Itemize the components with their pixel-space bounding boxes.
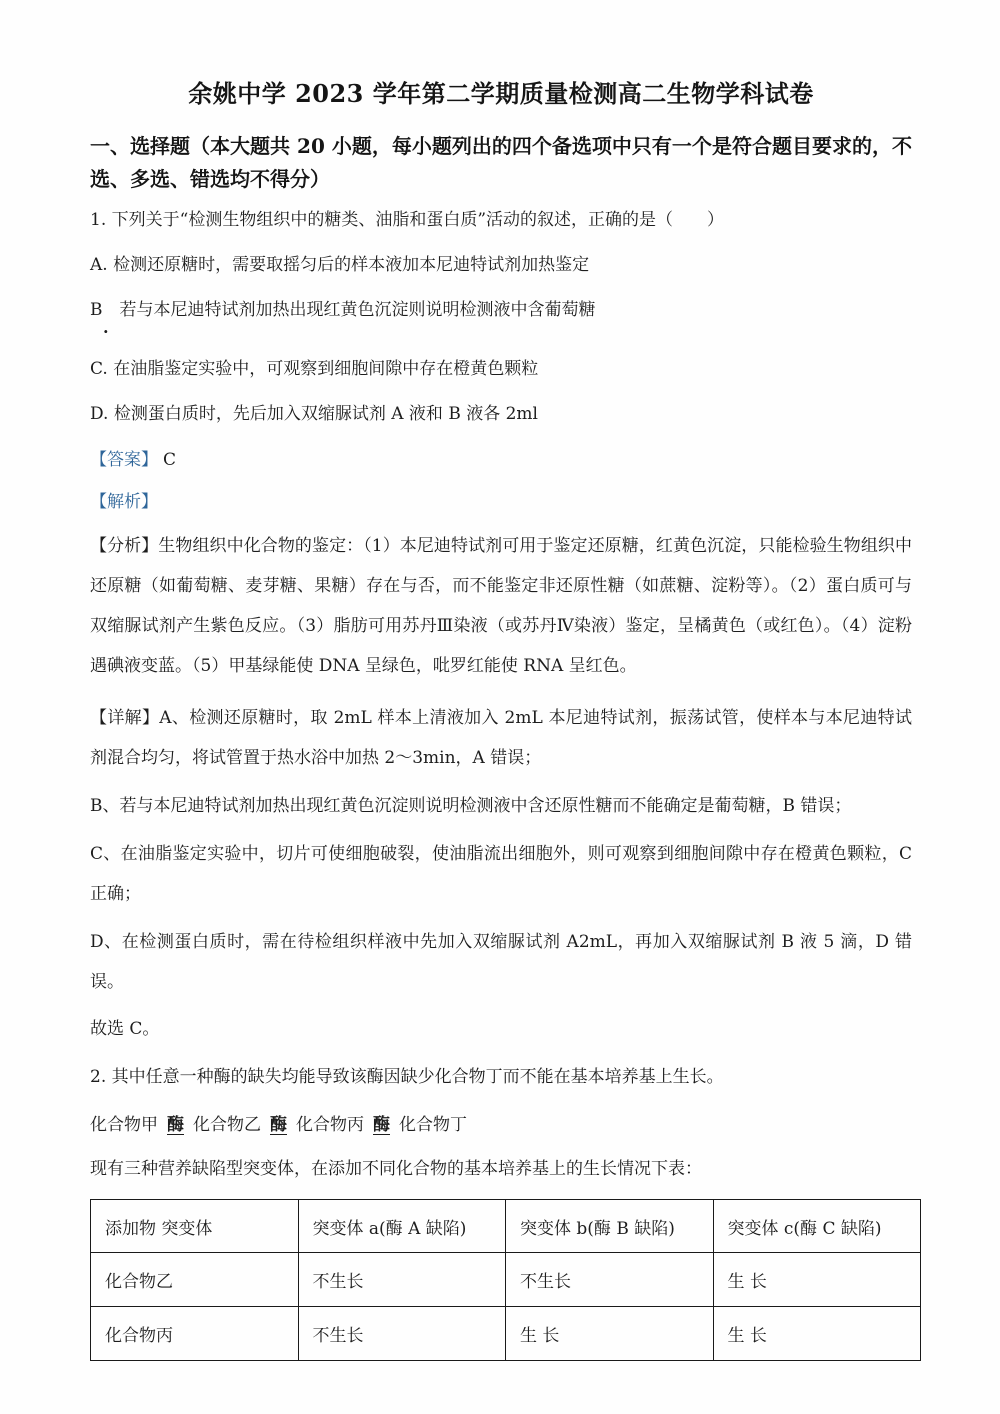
answer-label: 【答案】 bbox=[90, 450, 158, 470]
table-header-row bbox=[91, 1200, 921, 1253]
question-1-option-a: A. 检测还原糖时，需要取摇匀后的样本液加本尼迪特试剂加热鉴定 bbox=[90, 255, 590, 275]
detail-paragraph-a: 【详解】A、检测还原糖时，取 2mL 样本上清液加入 2mL 本尼迪特试剂，振荡试管，使样本与本尼迪特试剂混合均匀，将试管置于热水浴中加热 2～3min，A 错误； bbox=[90, 708, 912, 768]
enzyme-label-3: 酶 bbox=[373, 1115, 390, 1135]
enzyme-label-1: 酶 bbox=[167, 1115, 184, 1135]
pathway-line bbox=[90, 1112, 912, 1138]
table-cell: 不生长 bbox=[298, 1253, 506, 1307]
table-cell: 生 长 bbox=[713, 1253, 921, 1307]
answer-line bbox=[90, 448, 912, 473]
table-header-additive-mutant: 添加物 突变体 bbox=[91, 1200, 299, 1253]
detail-paragraph-d: D、在检测蛋白质时，需在待检组织样液中先加入双缩脲试剂 A2mL，再加入双缩脲试剂 B 液 5 滴，D 错误。 bbox=[90, 932, 912, 992]
table-cell: 不生长 bbox=[506, 1253, 714, 1307]
section-heading: 一、选择题（本大题共 20 小题，每小题列出的四个备选项中只有一个是符合题目要求的，不选、多选、错选均不得分） bbox=[90, 134, 912, 191]
pathway-compound-jia: 化合物甲 bbox=[90, 1115, 158, 1135]
table-cell: 化合物丙 bbox=[91, 1307, 299, 1361]
table-header-mutant-a: 突变体 a(酶 A 缺陷) bbox=[298, 1200, 506, 1253]
pathway-compound-ding: 化合物丁 bbox=[399, 1115, 467, 1135]
page-title: 余姚中学 2023 学年第二学期质量检测高二生物学科试卷 bbox=[188, 79, 814, 108]
option-b-stray-mark: . bbox=[103, 318, 109, 337]
table-cell: 生 长 bbox=[506, 1307, 714, 1361]
question-1-option-b: B 若与本尼迪特试剂加热出现红黄色沉淀则说明检测液中含葡萄糖 bbox=[90, 300, 596, 320]
analysis-paragraph: 【分析】生物组织中化合物的鉴定：（1）本尼迪特试剂可用于鉴定还原糖，红黄色沉淀，只能检验生物组织中还原糖（如葡萄糖、麦芽糖、果糖）存在与否，而不能鉴定非还原性糖（如蔗糖、淀粉等）。（2）蛋白质可与双缩脲试剂产生紫色反应。（3）脂肪可用苏丹Ⅲ染液（或苏丹Ⅳ染液）鉴定，呈橘黄色（或红色）。（4）淀粉遇碘液变蓝。（5）甲基绿能使 DNA 呈绿色，吡罗红能使 RNA 呈红色。 bbox=[90, 536, 912, 676]
detail-paragraph-b: B、若与本尼迪特试剂加热出现红黄色沉淀则说明检测液中含还原性糖而不能确定是葡萄糖，B 错误； bbox=[90, 796, 852, 816]
enzyme-label-2: 酶 bbox=[270, 1115, 287, 1135]
table-row-compound-yi bbox=[91, 1253, 921, 1307]
answer-value: C bbox=[163, 450, 177, 470]
analysis-label-line bbox=[90, 490, 912, 515]
table-intro: 现有三种营养缺陷型突变体，在添加不同化合物的基本培养基上的生长情况下表： bbox=[90, 1159, 702, 1179]
question-1-option-d: D. 检测蛋白质时，先后加入双缩脲试剂 A 液和 B 液各 2ml bbox=[90, 404, 538, 424]
conclusion-line: 故选 C。 bbox=[90, 1019, 160, 1039]
pathway-compound-yi: 化合物乙 bbox=[193, 1115, 261, 1135]
table-cell: 生 长 bbox=[713, 1307, 921, 1361]
table-cell: 不生长 bbox=[298, 1307, 506, 1361]
question-1-option-c: C. 在油脂鉴定实验中，可观察到细胞间隙中存在橙黄色颗粒 bbox=[90, 359, 539, 379]
growth-table bbox=[90, 1199, 921, 1361]
table-header-mutant-c: 突变体 c(酶 C 缺陷) bbox=[713, 1200, 921, 1253]
table-cell: 化合物乙 bbox=[91, 1253, 299, 1307]
detail-paragraph-c: C、在油脂鉴定实验中，切片可使细胞破裂，使油脂流出细胞外，则可观察到细胞间隙中存在橙黄色颗粒，C 正确； bbox=[90, 844, 912, 904]
question-1-stem: 1. 下列关于“检测生物组织中的糖类、油脂和蛋白质”活动的叙述，正确的是（ ） bbox=[90, 210, 725, 230]
analysis-label: 【解析】 bbox=[90, 492, 158, 512]
pathway-compound-bing: 化合物丙 bbox=[296, 1115, 364, 1135]
table-row-compound-bing bbox=[91, 1307, 921, 1361]
question-2-stem: 2. 其中任意一种酶的缺失均能导致该酶因缺少化合物丁而不能在基本培养基上生长。 bbox=[90, 1067, 724, 1087]
table-header-mutant-b: 突变体 b(酶 B 缺陷) bbox=[506, 1200, 714, 1253]
